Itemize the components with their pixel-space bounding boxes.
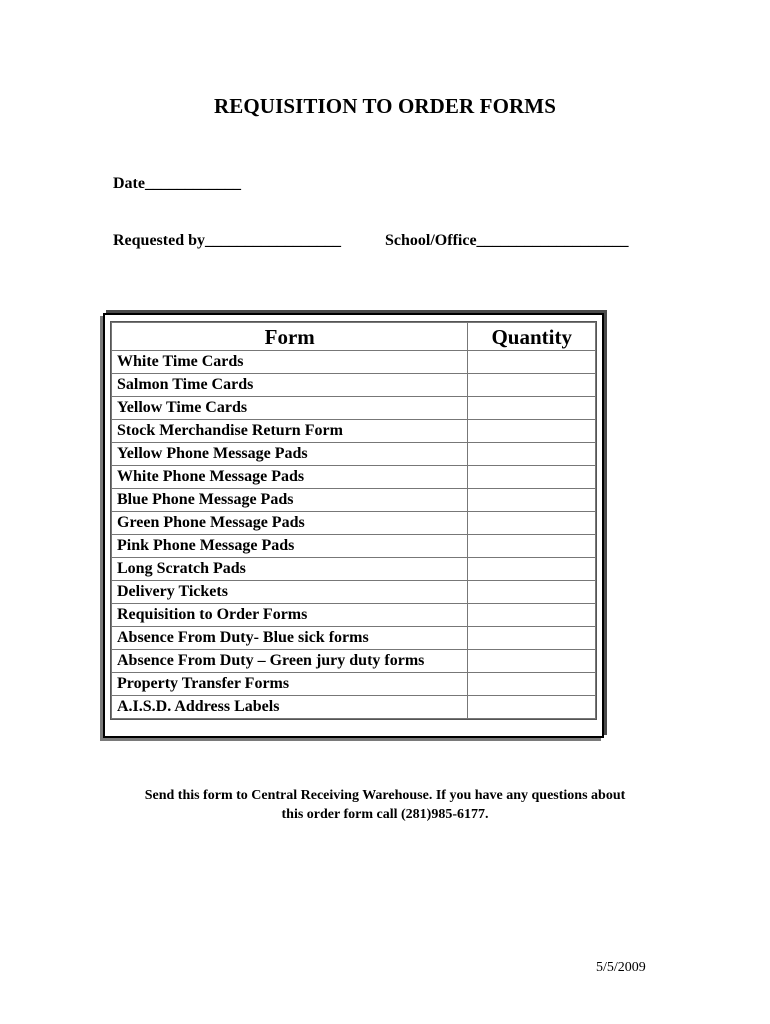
form-column-header: Form (112, 323, 468, 351)
quantity-column-header: Quantity (468, 323, 596, 351)
quantity-cell[interactable] (468, 696, 596, 719)
table-row (112, 443, 596, 466)
date-field[interactable]: Date____________ (113, 175, 241, 192)
school-office-field[interactable]: School/Office___________________ (385, 232, 629, 249)
table-row (112, 604, 596, 627)
form-name-cell: Delivery Tickets (112, 581, 468, 604)
form-name-cell: Yellow Time Cards (112, 397, 468, 420)
form-name-cell: White Time Cards (112, 351, 468, 374)
form-name-cell: Property Transfer Forms (112, 673, 468, 696)
quantity-cell[interactable] (468, 673, 596, 696)
form-name-cell: Yellow Phone Message Pads (112, 443, 468, 466)
quantity-cell[interactable] (468, 650, 596, 673)
order-table (111, 322, 596, 719)
form-name-cell: A.I.S.D. Address Labels (112, 696, 468, 719)
table-row (112, 466, 596, 489)
table-row (112, 581, 596, 604)
footer-instructions (0, 786, 770, 824)
quantity-cell[interactable] (468, 512, 596, 535)
table-row (112, 535, 596, 558)
document-date: 5/5/2009 (596, 960, 646, 975)
quantity-cell[interactable] (468, 581, 596, 604)
quantity-cell[interactable] (468, 489, 596, 512)
requested-by-field[interactable]: Requested by_________________ (113, 232, 342, 249)
order-table-frame (103, 313, 604, 738)
quantity-cell[interactable] (468, 351, 596, 374)
footer-line-1: Send this form to Central Receiving Warehouse. If you have any questions about (144, 788, 626, 803)
page-title: REQUISITION TO ORDER FORMS (214, 94, 556, 118)
quantity-cell[interactable] (468, 466, 596, 489)
table-row (112, 558, 596, 581)
form-name-cell: Requisition to Order Forms (112, 604, 468, 627)
quantity-cell[interactable] (468, 604, 596, 627)
quantity-cell[interactable] (468, 535, 596, 558)
form-name-cell: Blue Phone Message Pads (112, 489, 468, 512)
table-row (112, 374, 596, 397)
form-name-cell: Absence From Duty – Green jury duty forms (112, 650, 468, 673)
table-row (112, 627, 596, 650)
table-row (112, 397, 596, 420)
order-table-container (110, 321, 597, 720)
table-row (112, 673, 596, 696)
form-name-cell: Pink Phone Message Pads (112, 535, 468, 558)
quantity-cell[interactable] (468, 420, 596, 443)
form-name-cell: Absence From Duty- Blue sick forms (112, 627, 468, 650)
quantity-cell[interactable] (468, 443, 596, 466)
form-name-cell: Stock Merchandise Return Form (112, 420, 468, 443)
quantity-cell[interactable] (468, 397, 596, 420)
table-row (112, 420, 596, 443)
form-name-cell: Long Scratch Pads (112, 558, 468, 581)
form-name-cell: Salmon Time Cards (112, 374, 468, 397)
quantity-cell[interactable] (468, 558, 596, 581)
table-row (112, 512, 596, 535)
table-row (112, 696, 596, 719)
form-name-cell: White Phone Message Pads (112, 466, 468, 489)
table-row (112, 650, 596, 673)
quantity-cell[interactable] (468, 374, 596, 397)
footer-line-2: this order form call (281)985-6177. (281, 807, 489, 822)
quantity-cell[interactable] (468, 627, 596, 650)
table-header-row (112, 323, 596, 351)
table-row (112, 489, 596, 512)
form-name-cell: Green Phone Message Pads (112, 512, 468, 535)
table-row (112, 351, 596, 374)
